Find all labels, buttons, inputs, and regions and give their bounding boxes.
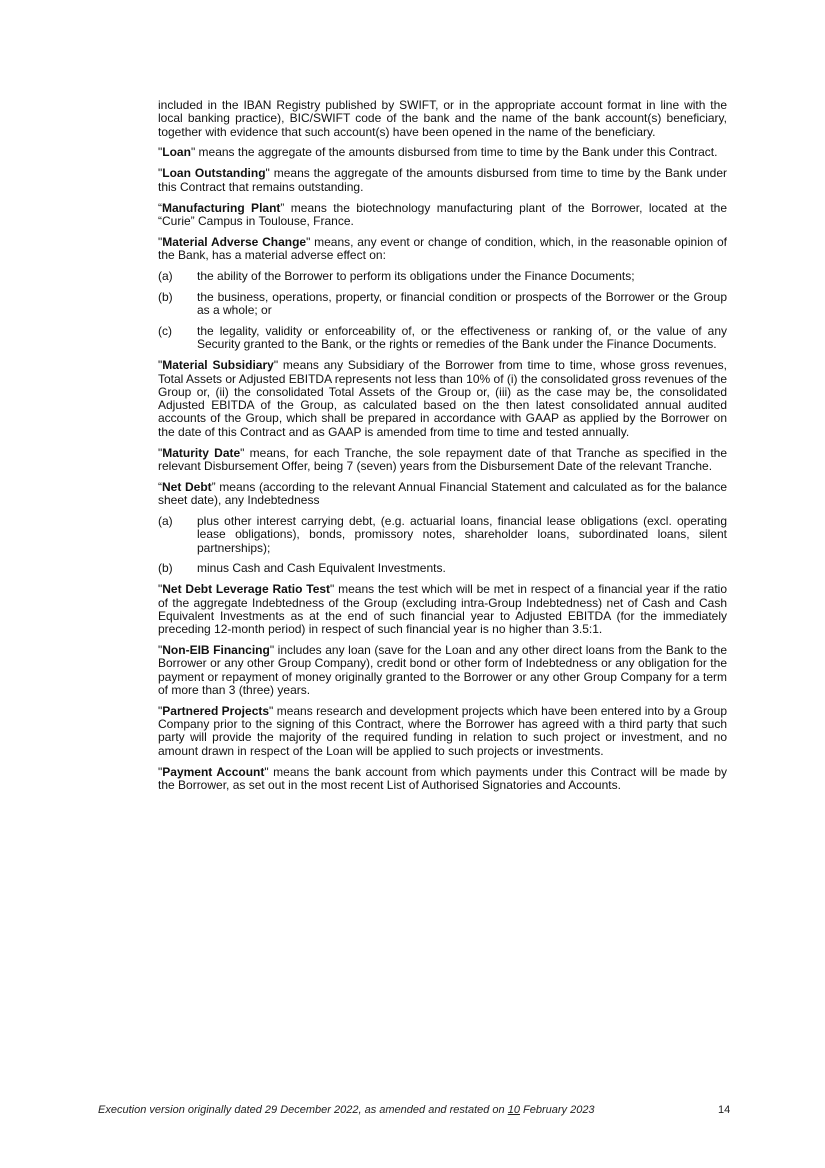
definition-text: " means, any event or change of condition, which, in the reasonable opinion of the Bank, has a material adverse effect on: — [158, 234, 727, 263]
definition-text: ” means the biotechnology manufacturing plant of the Borrower, located at the “Curie” Campus in Toulouse, France. — [158, 200, 727, 228]
definition-text: " means the bank account from which payments under this Contract will be made by the Borrower, as set out in the most recent List of Authorised Signatories and Accounts. — [158, 764, 728, 792]
definition-payment-account — [158, 766, 727, 793]
definition-text: " means the aggregate of the amounts disbursed from time to time by the Bank under this Contract. — [190, 145, 718, 160]
page-footer — [98, 1104, 738, 1116]
list-marker: (b) — [158, 561, 173, 576]
definition-non-eib-financing — [158, 644, 727, 697]
defined-term: Net Debt — [162, 479, 212, 494]
list-text: the business, operations, property, or financial condition or prospects of the Borrower or the Group as a whole; or — [197, 289, 727, 318]
list-text: the legality, validity or enforceability of, or the effectiveness or ranking of, or the value of any Security granted to the Bank, or the rights or remedies of the Bank under the Finance Documents. — [197, 324, 727, 352]
definition-manufacturing-plant — [158, 202, 727, 229]
definition-maturity-date — [158, 447, 727, 474]
open-quote: " — [158, 166, 163, 181]
defined-term: Net Debt Leverage Ratio Test — [162, 582, 331, 597]
list-marker: (b) — [158, 289, 173, 304]
defined-term: Manufacturing Plant — [162, 200, 281, 215]
definition-text: " means any Subsidiary of the Borrower from time to time, whose gross revenues, Total Assets or Adjusted EBITDA represents not less than 10% of (i) the consolidated gross revenues of the Group or, (ii) the consolidated Total Assets of the Group or, (iii) as the case may be, the consolidated Adjusted EBITDA of the Group, as calculated based on the then latest consolidated annual audited accounts of the Group, which shall be prepared in accordance with GAAP as applied by the Borrower on the date of this Contract and as GAAP is amended from time to time and tested annually. — [158, 358, 728, 439]
open-quote: “ — [158, 200, 162, 215]
definition-text: " includes any loan (save for the Loan and any other direct loans from the Bank to the Borrower or any other Group Company), credit bond or other form of Indebtedness or any obligation for the payment or repayment of money originally granted to the Borrower or any other Group Company for a term of more than 3 (three) years. — [158, 643, 727, 697]
defined-term: Non-EIB Financing — [162, 643, 270, 658]
defined-term: Material Adverse Change — [162, 234, 307, 249]
footer-suffix: February 2023 — [519, 1104, 595, 1116]
definition-text: " means research and development projects which have been entered into by a Group Company prior to the signing of this Contract, where the Borrower has agreed with a third party that such party will provide the majority of the required funding in relation to such project or investment, and no amount drawn in respect of the Loan will be applied to such projects or investments. — [158, 703, 728, 758]
open-quote: " — [158, 358, 163, 373]
document-body — [158, 99, 727, 800]
list-marker: (c) — [158, 324, 172, 339]
definition-net-debt-leverage-ratio-test — [158, 583, 727, 636]
open-quote: " — [158, 582, 163, 597]
open-quote: " — [158, 234, 163, 249]
list-item — [158, 515, 727, 555]
intro-paragraph: included in the IBAN Registry published by SWIFT, or in the appropriate account format in line with the local banking practice), BIC/SWIFT code of the bank and the name of the bank account(s) beneficiary, together with evidence that such account(s) have been opened in the name of the beneficiary. — [158, 98, 727, 139]
list-marker: (a) — [158, 268, 173, 283]
list-text: plus other interest carrying debt, (e.g. actuarial loans, financial lease obligations (excl. operating lease obligations), bonds, promissory notes, shareholder loans, subordinated loans, silent partnerships); — [197, 513, 727, 555]
open-quote: " — [158, 145, 163, 160]
defined-term: Partnered Projects — [162, 703, 270, 718]
definition-net-debt — [158, 481, 727, 508]
definition-material-subsidiary — [158, 359, 727, 439]
footer-text — [98, 1104, 595, 1116]
open-quote: " — [158, 445, 163, 460]
open-quote: " — [158, 703, 163, 718]
list-item — [158, 291, 727, 318]
page-number: 14 — [718, 1104, 731, 1116]
defined-term: Payment Account — [162, 764, 265, 779]
list-marker: (a) — [158, 513, 173, 528]
defined-term: Material Subsidiary — [162, 358, 274, 373]
list-text: minus Cash and Cash Equivalent Investments. — [197, 561, 446, 576]
defined-term: Loan — [162, 145, 191, 160]
definition-text: " means the aggregate of the amounts disbursed from time to time by the Bank under this Contract that remains outstanding. — [158, 166, 728, 194]
open-quote: “ — [158, 479, 162, 494]
definition-material-adverse-change — [158, 236, 727, 263]
open-quote: " — [158, 764, 163, 779]
list-item — [158, 562, 727, 575]
defined-term: Maturity Date — [162, 445, 241, 460]
definition-text: ” means (according to the relevant Annual Financial Statement and calculated as for the balance sheet date), any Indebtedness — [158, 479, 727, 508]
definition-text: " means, for each Tranche, the sole repayment date of that Tranche as specified in the relevant Disbursement Offer, being 7 (seven) years from the Disbursement Date of the relevant Tranche. — [158, 445, 727, 473]
definition-partnered-projects — [158, 705, 727, 758]
list-item — [158, 325, 727, 352]
open-quote: " — [158, 643, 163, 658]
definition-text: " means the test which will be met in respect of a financial year if the ratio of the aggregate Indebtedness of the Group (excluding intra-Group Indebtedness) net of Cash and Cash Equivalent Investments as at the end of such financial year to Adjusted EBITDA (for the immediately preceding 12-month period) in respect of such financial year is no higher than 3.5:1. — [158, 582, 727, 637]
definition-loan — [158, 146, 727, 159]
defined-term: Loan Outstanding — [162, 166, 266, 181]
footer-day: 10 — [507, 1104, 520, 1116]
definition-loan-outstanding — [158, 167, 727, 194]
list-text: the ability of the Borrower to perform its obligations under the Finance Documents; — [197, 268, 635, 283]
list-item — [158, 270, 727, 283]
footer-prefix: Execution version originally dated 29 December 2022, as amended and restated on — [98, 1104, 508, 1116]
